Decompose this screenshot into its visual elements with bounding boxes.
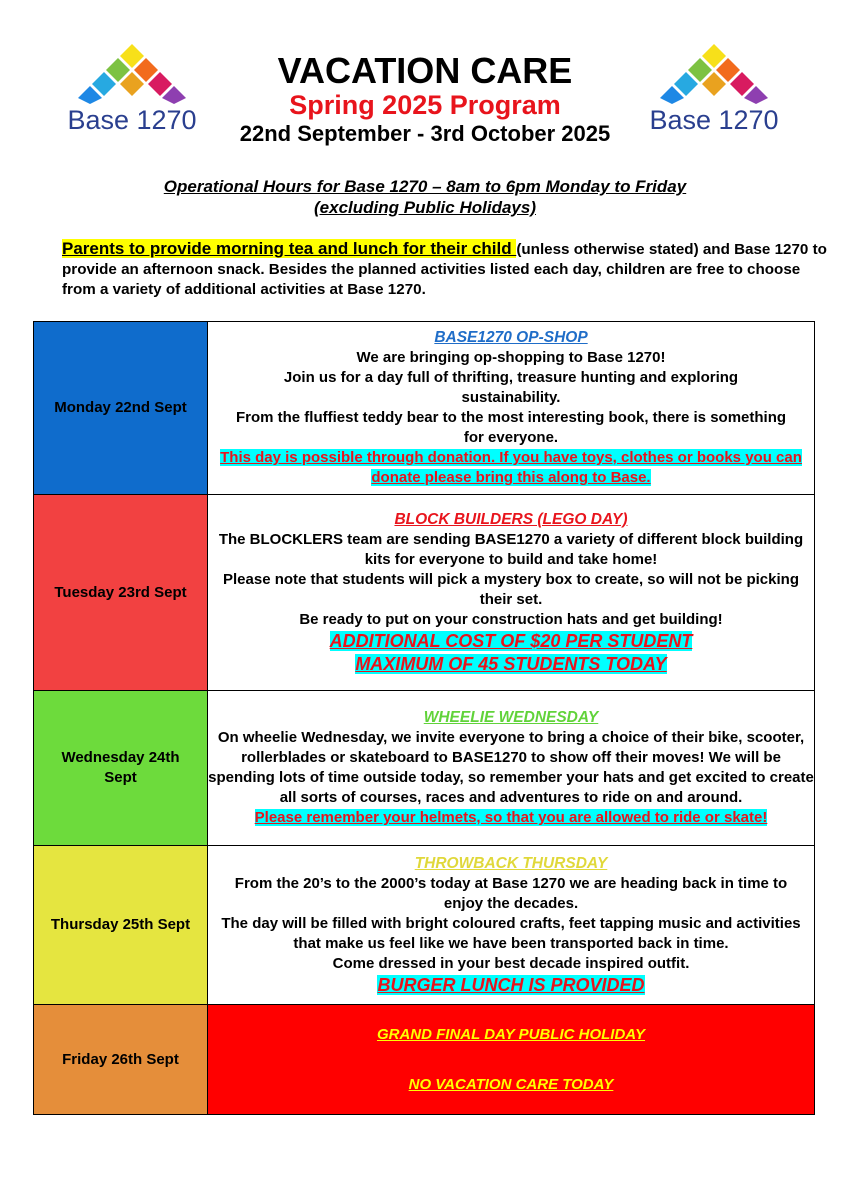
- day-cell-monday: Monday 22nd Sept: [34, 322, 208, 495]
- holiday-notice: GRAND FINAL DAY PUBLIC HOLIDAY: [376, 1025, 646, 1043]
- table-row: [34, 322, 815, 495]
- day-cell-thursday: Thursday 25th Sept: [34, 846, 208, 1005]
- page-title: VACATION CARE: [277, 50, 573, 91]
- page-header: [200, 52, 650, 148]
- table-row: [34, 1005, 815, 1115]
- intro-paragraph: [62, 239, 832, 300]
- table-row: [34, 846, 815, 1005]
- activity-title: BLOCK BUILDERS (LEGO DAY): [394, 510, 628, 528]
- donation-note: This day is possible through donation. If you have toys, clothes or books you can donate please bring this along to Base.: [220, 449, 802, 486]
- lunch-note-wrap: [208, 974, 814, 997]
- limit-note: MAXIMUM OF 45 STUDENTS TODAY: [355, 653, 667, 674]
- activity-title: THROWBACK THURSDAY: [414, 854, 608, 872]
- table-row: [34, 495, 815, 691]
- activity-cell-thursday: [208, 846, 815, 1005]
- program-dates: 22nd September - 3rd October 2025: [239, 121, 611, 146]
- limit-note-wrap: [208, 653, 814, 676]
- activity-title: WHEELIE WEDNESDAY: [423, 709, 599, 726]
- program-subtitle: Spring 2025 Program: [289, 90, 561, 120]
- operational-hours: [60, 176, 790, 218]
- activity-line: The BLOCKLERS team are sending BASE1270 a variety of different block building kits for everyone to build and take home!: [218, 530, 804, 568]
- activity-line: We are bringing op-shopping to Base 1270!: [356, 349, 666, 366]
- base1270-logo-left: [62, 38, 202, 138]
- day-cell-tuesday: Tuesday 23rd Sept: [34, 495, 208, 691]
- intro-text: (unless otherwise stated) and Base 1270 to provide an afternoon snack. Besides the planned activities listed each day, children are free to choose from a variety of additional activities at Base 1270.: [62, 241, 827, 298]
- logo-text: Base 1270: [649, 105, 779, 135]
- activity-line: The day will be filled with bright coloured crafts, feet tapping music and activities that make us feel like we have been transported back in time.: [221, 914, 801, 952]
- spacer: [208, 1045, 814, 1075]
- helmet-note-wrap: [208, 808, 814, 828]
- activity-cell-tuesday: [208, 495, 815, 691]
- rainbow-roof-icon: [62, 38, 202, 104]
- program-table: [33, 321, 815, 1115]
- lunch-note: BURGER LUNCH IS PROVIDED: [377, 974, 645, 995]
- logo-text: Base 1270: [67, 105, 197, 135]
- day-cell-friday: Friday 26th Sept: [34, 1005, 208, 1115]
- activity-line: On wheelie Wednesday, we invite everyone to bring a choice of their bike, scooter, rollerblades or skateboard to BASE1270 to show off their moves! We will be spending lots of time outside today, so remember your hats and get excited to create all sorts of courses, races and adventures to ride on and around.: [208, 729, 814, 806]
- activity-note-wrap: [208, 448, 814, 488]
- activity-cell-wednesday: [208, 691, 815, 846]
- activity-cell-friday: [208, 1005, 815, 1115]
- hours-line: Operational Hours for Base 1270 – 8am to 6pm Monday to Friday: [163, 177, 687, 196]
- cost-note-wrap: [208, 630, 814, 653]
- day-cell-wednesday: Wednesday 24th Sept: [34, 691, 208, 846]
- activity-line: Join us for a day full of thrifting, treasure hunting and exploring sustainability.: [283, 369, 739, 406]
- activity-line: Please note that students will pick a mystery box to create, so will not be picking their set.: [223, 570, 799, 608]
- activity-line: From the fluffiest teddy bear to the most interesting book, there is something for everyone.: [235, 409, 787, 446]
- activity-line: From the 20’s to the 2000’s today at Base 1270 we are heading back in time to enjoy the decades.: [234, 874, 788, 912]
- hours-note: (excluding Public Holidays): [314, 198, 536, 217]
- intro-highlight: Parents to provide morning tea and lunch for their child: [62, 239, 517, 258]
- table-row: [34, 691, 815, 846]
- cost-note: ADDITIONAL COST OF $20 PER STUDENT: [329, 630, 693, 651]
- base1270-logo-right: [644, 38, 784, 138]
- rainbow-roof-icon: [644, 38, 784, 104]
- activity-line: Come dressed in your best decade inspired outfit.: [332, 954, 690, 972]
- activity-title: BASE1270 OP-SHOP: [434, 329, 588, 346]
- activity-cell-monday: [208, 322, 815, 495]
- helmet-note: Please remember your helmets, so that you are allowed to ride or skate!: [254, 809, 768, 826]
- activity-line: Be ready to put on your construction hats and get building!: [299, 610, 723, 628]
- closed-notice: NO VACATION CARE TODAY: [408, 1075, 614, 1093]
